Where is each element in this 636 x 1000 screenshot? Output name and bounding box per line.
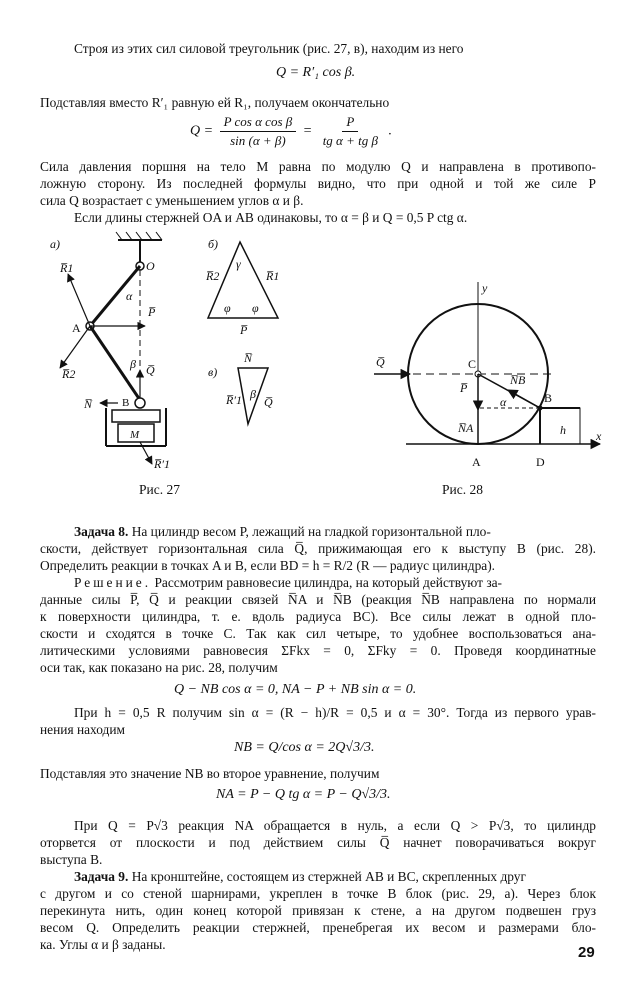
text-line: оси так, как показано на рис. 28, получим <box>40 660 278 675</box>
eq-mid: = <box>302 123 313 139</box>
label-A: A <box>72 321 81 335</box>
text-line: Подставляя вместо R′₁ равную ей R₁, получаем окончательно <box>40 95 390 110</box>
label-phi: φ <box>224 301 231 315</box>
denominator: sin (α + β) <box>230 133 286 148</box>
problem-text: На цилиндр весом P, лежащий на гладкой горизонтальной пло- <box>128 524 491 539</box>
tri-label-N: N̅ <box>244 351 253 365</box>
rod-OA <box>90 266 140 326</box>
label-A: A <box>472 455 481 469</box>
tri-label-Q: Q̅ <box>264 395 273 409</box>
page-number: 29 <box>578 944 595 961</box>
text-line: сила Q возрастает с уменьшением углов α и β. <box>40 193 304 208</box>
vector-R1 <box>68 274 90 326</box>
panel-v <box>208 351 273 424</box>
tri-label-R1-prime: R̅′1 <box>226 393 242 407</box>
label-NA: N̅A <box>458 421 474 435</box>
figure-28 <box>360 262 620 482</box>
text-line: выступа B. <box>40 852 103 867</box>
text-line: скости, действует горизонтальная сила Q̅, прижимающая его к выступу B (рис. 28). <box>40 541 596 556</box>
equation-fraction <box>190 114 392 149</box>
tri-label-P: P̅ <box>240 323 248 337</box>
label-R1-prime: R̅′1 <box>154 457 170 471</box>
text-line: к поверхности цилиндра, т. е. вдоль радиуса BC). Все силы лежат в одной пло- <box>40 609 596 624</box>
hatch <box>136 232 142 240</box>
hatch <box>156 232 162 240</box>
label-P: P̅ <box>460 381 468 395</box>
tri-label-R1: R̅1 <box>266 269 280 283</box>
label-Q: Q̅ <box>376 355 385 369</box>
text-line: оторвется от плоскости и под действием силы Q̅ начнет поворачиваться вокруг <box>40 835 596 850</box>
label-gamma: γ <box>236 257 241 271</box>
eq-lhs: Q = <box>190 123 214 139</box>
tri-label-R2: R̅2 <box>206 269 220 283</box>
equation: NB = Q/cos α = 2Q√3/3. <box>234 740 375 755</box>
label-R1: R̅1 <box>60 261 74 275</box>
text-line: ложную сторону. Из последней формулы видно, что при одной и той же силе P <box>40 176 596 191</box>
solution-text: Рассмотрим равновесие цилиндра, на который действуют за- <box>151 575 503 590</box>
panel-b <box>205 237 279 337</box>
text-line <box>74 574 502 591</box>
numerator: P cos α cos β <box>220 114 297 132</box>
figure-28-caption: Рис. 28 <box>442 482 483 497</box>
vector-NB <box>508 390 540 408</box>
hatch <box>126 232 132 240</box>
hatch <box>146 232 152 240</box>
label-R2: R̅2 <box>62 367 76 381</box>
text-line: При h = 0,5 R получим sin α = (R − h)/R = 0,5 и α = 30°. Тогда из первого урав- <box>74 705 596 720</box>
label-b: б) <box>208 237 219 251</box>
text-line: Подставляя это значение NB во второе уравнение, получим <box>40 766 380 781</box>
label-y: y <box>482 281 488 295</box>
label-beta: β <box>130 357 136 371</box>
figure-27-caption: Рис. 27 <box>139 482 180 497</box>
hinge-B <box>135 398 145 408</box>
label-phi: φ <box>252 301 259 315</box>
numerator: P <box>342 114 358 132</box>
label-M: M <box>130 429 140 441</box>
text-line: данные силы P̅, Q̅ и реакции связей N̅A и N̅B (реакция N̅B направлена по нормали <box>40 592 596 607</box>
problem-text: На кронштейне, состоящем из стержней AB и BC, скрепленных друг <box>128 869 526 884</box>
equation: Q − NB cos α = 0, NA − P + NB sin α = 0. <box>174 682 417 697</box>
label-B: B <box>544 391 553 405</box>
equation: NA = P − Q tg α = P − Q√3/3. <box>216 787 391 802</box>
text-line: с другом и со стеной шарнирами, укреплен в точке B блок (рис. 29, а). Через блок <box>40 886 596 901</box>
denominator: tg α + tg β <box>322 133 378 148</box>
piston <box>112 410 160 422</box>
label-N: N̅ <box>84 397 93 411</box>
problem-title: Задача 9. <box>74 869 129 884</box>
label-D: D <box>536 455 545 469</box>
text-line: ка. Углы α и β заданы. <box>40 937 166 952</box>
problem-title: Задача 8. <box>74 524 129 539</box>
text-line: скости и сходятся в точке C. Так как сил четыре, то удобнее воспользоваться ана- <box>40 626 596 641</box>
label-beta: β <box>250 387 256 401</box>
label-alpha: α <box>500 395 507 409</box>
label-C: C <box>468 357 477 371</box>
solution-label: Решение. <box>74 575 152 590</box>
text-line <box>74 868 526 885</box>
text-line: весом Q. Определить реакции стержней, пренебрегая их весом и размерами бло- <box>40 920 596 935</box>
label-Q: Q̅ <box>146 363 155 377</box>
label-v: в) <box>208 365 218 379</box>
text-line: При Q = P√3 реакция NA обращается в нуль, а если Q > P√3, то цилиндр <box>74 818 596 833</box>
label-NB: N̅B <box>510 373 526 387</box>
hatch <box>116 232 122 240</box>
label-a: а) <box>50 237 60 251</box>
fraction <box>220 114 297 149</box>
label-O: O <box>146 259 155 273</box>
text-line: Строя из этих сил силовой треугольник (рис. 27, в), находим из него <box>74 41 464 56</box>
equation: Q = R′₁ cos β. <box>276 65 356 80</box>
panel-a <box>50 232 170 471</box>
text-line: нения находим <box>40 722 126 737</box>
label-P: P̅ <box>148 305 156 319</box>
text-line: Сила давления поршня на тело M равна по модулю Q и направлена в противопо- <box>40 159 596 174</box>
eq-end: . <box>388 123 392 139</box>
fraction <box>319 114 382 149</box>
text-line <box>74 523 491 540</box>
label-B: B <box>122 397 130 409</box>
text-line: Если длины стержней OA и AB одинаковы, то α = β и Q = 0,5 P ctg α. <box>74 210 468 225</box>
point-B <box>538 406 543 411</box>
label-alpha: α <box>126 289 133 303</box>
figure-27 <box>40 228 370 488</box>
text-line: литическими условиями равновесия ΣFkx = 0, ΣFky = 0. Проведя координатные <box>40 643 596 658</box>
label-h: h <box>560 423 566 437</box>
text-line: Определить реакции в точках A и B, если BD = h = R/2 (R — радиус цилиндра). <box>40 558 496 573</box>
label-x: x <box>596 429 602 443</box>
text-line: перекинута нить, один конец которой привязан к стене, а на другом подвешен груз <box>40 903 596 918</box>
